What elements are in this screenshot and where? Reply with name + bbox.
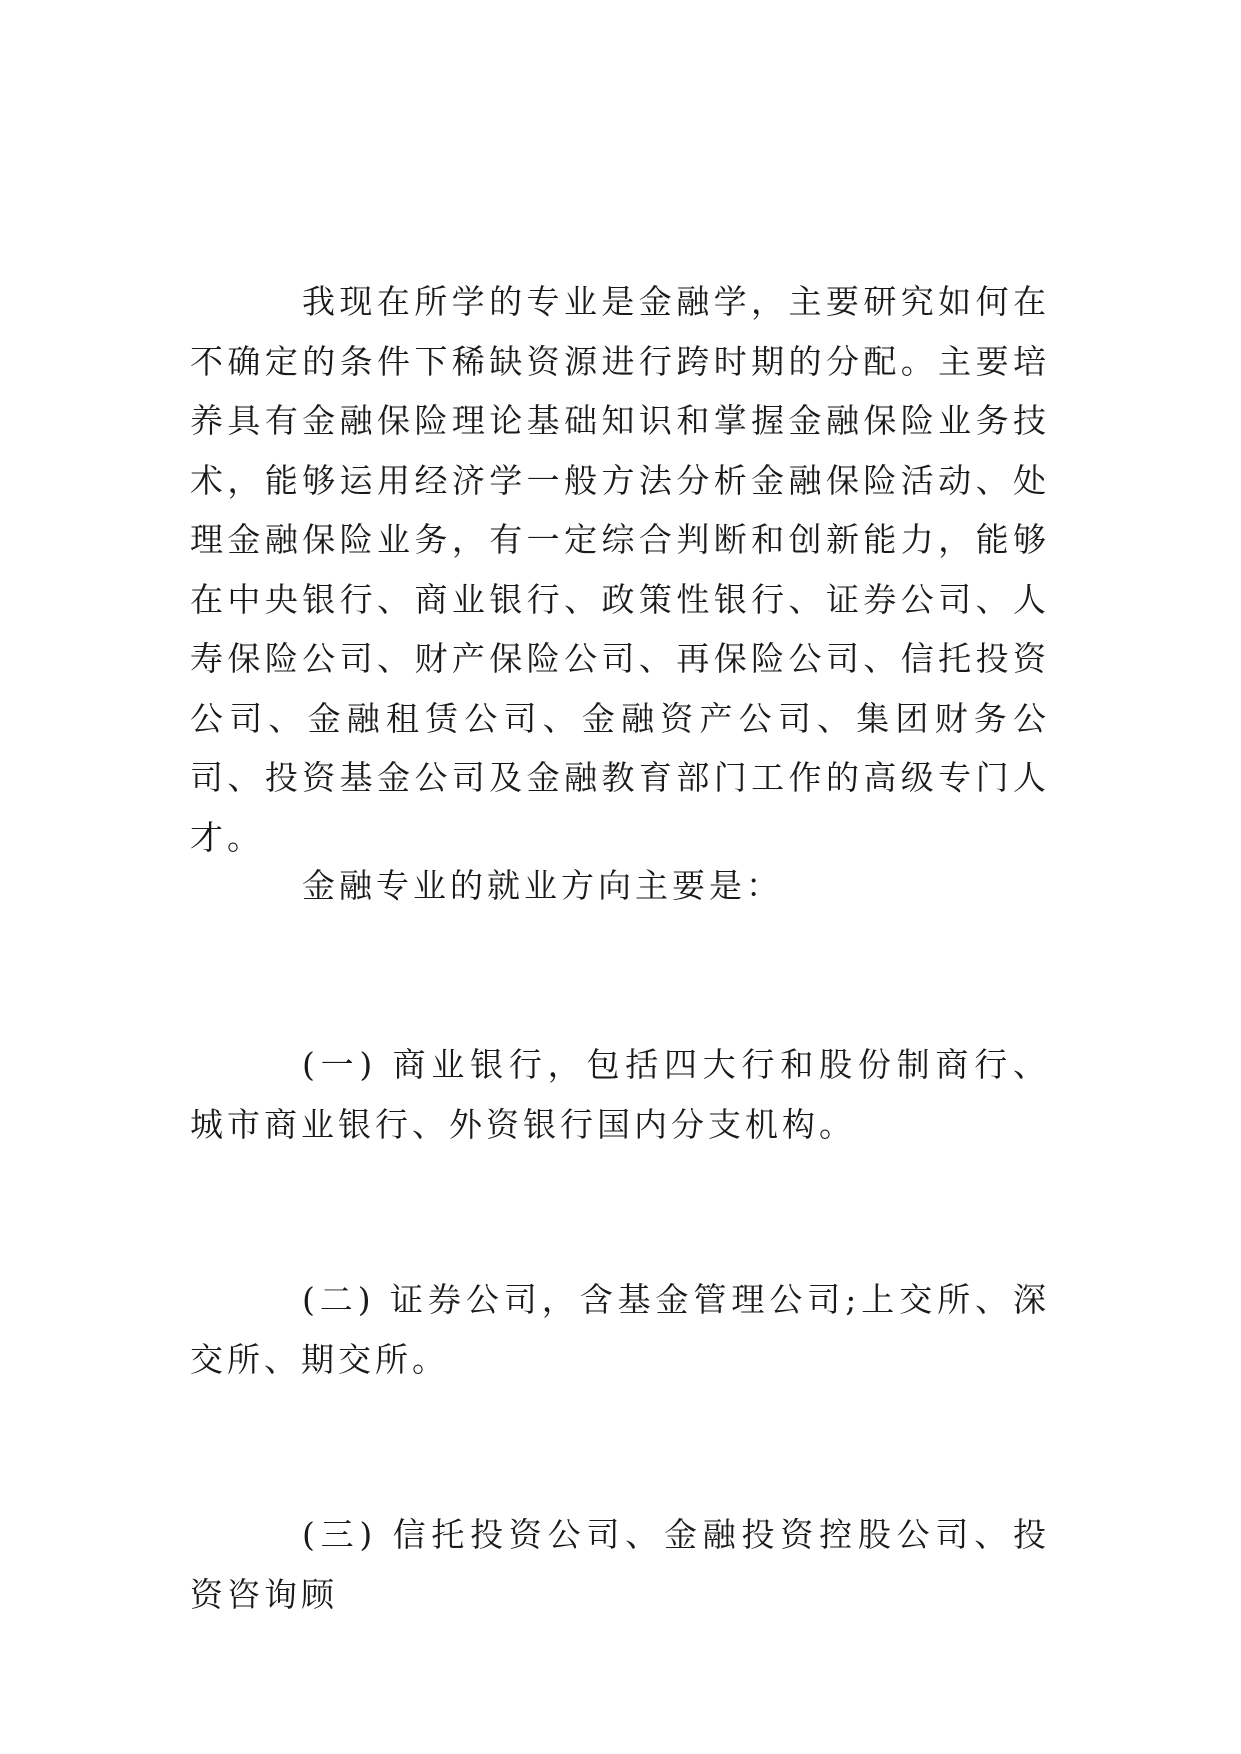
intro-paragraph: 我现在所学的专业是金融学，主要研究如何在不确定的条件下稀缺资源进行跨时期的分配。主要培养具有金融保险理论基础知识和掌握金融保险业务技术，能够运用经济学一般方法分析金融保险活动、处理金融保险业务，有一定综合判断和创新能力，能够在中央银行、商业银行、政策性银行、证券公司、人寿保险公司、财产保险公司、再保险公司、信托投资公司、金融租赁公司、金融资产公司、集团财务公司、投资基金公司及金融教育部门工作的高级专门人才。 <box>190 282 1050 857</box>
employment-heading-paragraph: 金融专业的就业方向主要是： <box>302 866 783 905</box>
list-item-commercial-banks: (一) 商业银行，包括四大行和股份制商行、城市商业银行、外资银行国内分支机构。 <box>190 1045 1050 1144</box>
list-item-trust-investment: (三) 信托投资公司、金融投资控股公司、投资咨询顾 <box>190 1515 1050 1614</box>
list-item-securities: (二) 证券公司，含基金管理公司;上交所、深交所、期交所。 <box>190 1280 1050 1379</box>
